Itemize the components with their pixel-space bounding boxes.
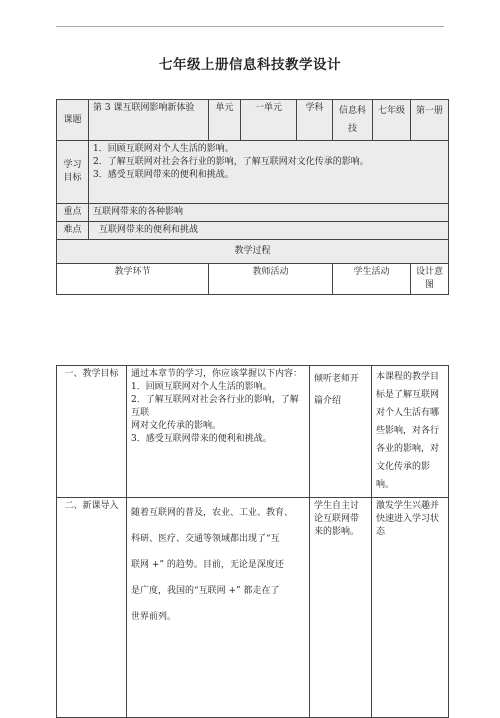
process-columns-row: [57, 264, 449, 295]
info-row: [57, 100, 449, 141]
difficulty-value: 互联网带来的便利和挑战: [89, 222, 449, 240]
goals-content: [89, 141, 449, 204]
keypoint-row: [57, 204, 449, 222]
lesson-plan-table: [56, 99, 449, 295]
design-intent-cell: 激发学生兴趣并快速进入学习状态: [372, 498, 449, 718]
unit-label: 单元: [209, 100, 241, 141]
process-heading: 教学过程: [57, 240, 449, 264]
subject-value: 信息科技: [333, 100, 373, 141]
process-row-objectives: [57, 366, 449, 498]
goals-row: [57, 141, 449, 204]
stage-cell: 一、教学目标: [57, 366, 127, 498]
col-stage: 教学环节: [57, 264, 209, 295]
teacher-line: 联网 +” 的趋势。目前，无论是深度还: [131, 560, 284, 570]
col-teacher: 教师活动: [209, 264, 333, 295]
teacher-line: 3．感受互联网带来的便利和挑战。: [131, 434, 272, 444]
col-student: 学生活动: [333, 264, 411, 295]
stage-cell: 二、新课导入: [57, 498, 127, 718]
header-rule: [56, 26, 444, 27]
student-activity-cell: 学生自主讨论互联网带来的影响。: [310, 498, 372, 718]
topic-label: 课题: [57, 100, 89, 141]
teacher-activity-cell: [127, 498, 310, 718]
teacher-line: 是广度，我国的“互联网 +” 都走在了: [131, 586, 280, 596]
teacher-activity-cell: [127, 366, 310, 498]
teacher-line: 科研、医疗、交通等领域都出现了“互: [131, 534, 280, 544]
difficulty-label: 难点: [57, 222, 89, 240]
unit-value: 一单元: [241, 100, 297, 141]
document-title: 七年级上册信息科技教学设计: [159, 57, 341, 73]
process-row-intro: [57, 498, 449, 718]
topic-value: 第 3 课互联网影响新体验: [89, 100, 209, 141]
goal-item: 3．感受互联网带来的便利和挑战。: [93, 170, 234, 180]
teacher-line: 1．回顾互联网对个人生活的影响。: [131, 382, 272, 392]
teacher-line: 世界前列。: [131, 612, 177, 622]
process-table: [56, 365, 449, 718]
teacher-line: 通过本章节的学习，你应该掌握以下内容：: [131, 369, 303, 379]
keypoint-value: 互联网带来的各种影响: [89, 204, 449, 222]
goal-item: 1．回顾互联网对个人生活的影响。: [93, 144, 234, 154]
teacher-line: 随着互联网的普及，农业、工业、教育、: [131, 508, 294, 518]
teacher-line: 2．了解互联网对社会各行业的影响，了解互联: [131, 395, 299, 418]
teacher-line: 网对文化传承的影响。: [131, 421, 222, 431]
col-intent: 设计意图: [411, 264, 449, 295]
keypoint-label: 重点: [57, 204, 89, 222]
subject-label: 学科: [297, 100, 333, 141]
goals-label: 学习目标: [57, 141, 89, 204]
grade-value: 七年级: [373, 100, 411, 141]
difficulty-row: [57, 222, 449, 240]
process-heading-row: [57, 240, 449, 264]
goal-item: 2．了解互联网对社会各行业的影响，了解互联网对文化传承的影响。: [93, 157, 369, 167]
volume-value: 第一册: [411, 100, 449, 141]
student-activity-cell: 倾听老师开篇介绍: [310, 366, 372, 498]
design-intent-cell: 本课程的教学目标是了解互联网对个人生活有哪些影响，对各行各业的影响，对文化传承的影响。: [372, 366, 449, 498]
